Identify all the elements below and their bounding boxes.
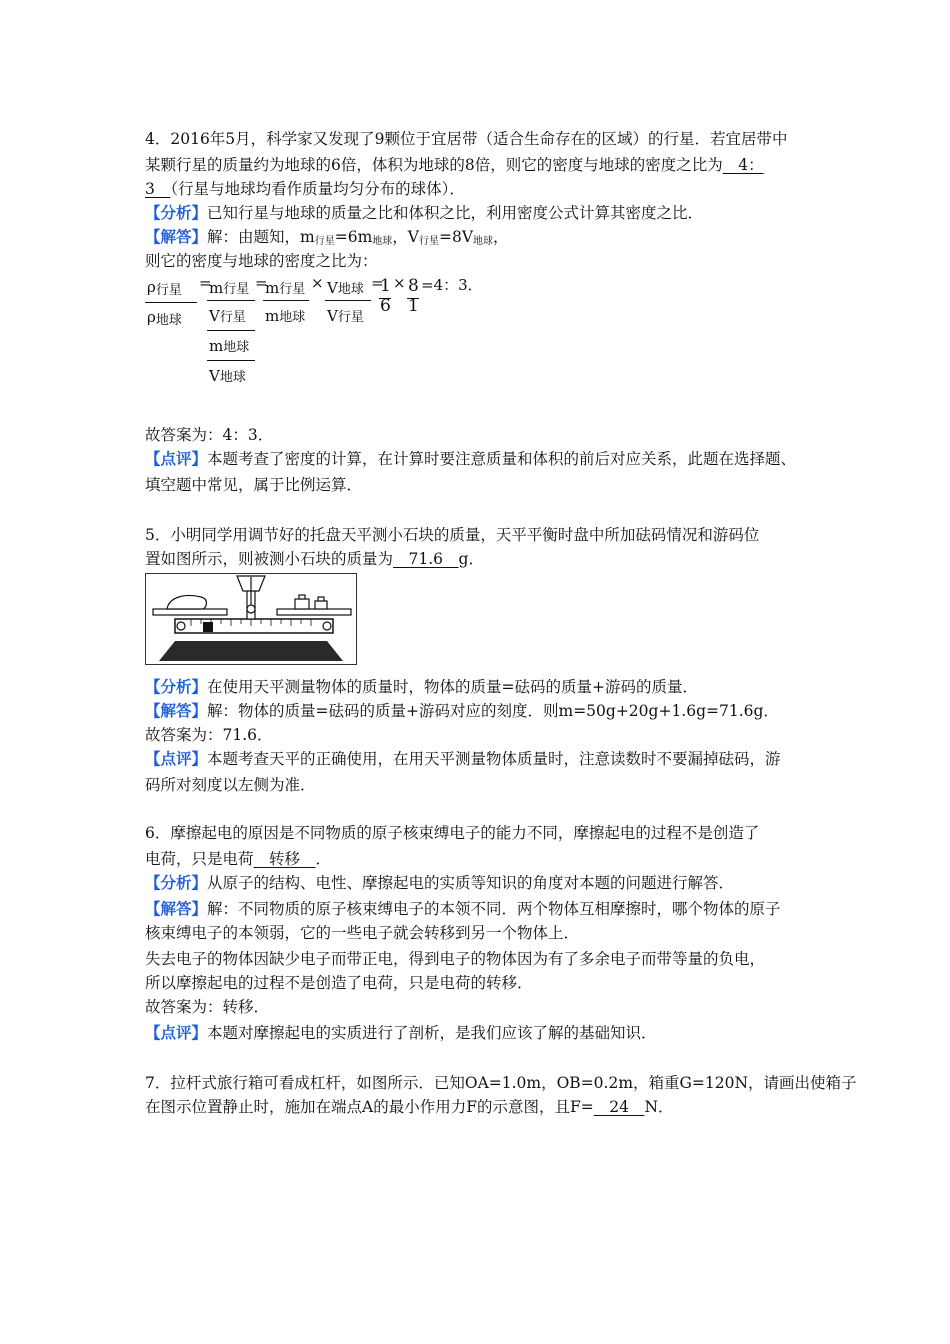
q5-comment-2: 码所对刻度以左侧为准． [145,776,316,794]
q6-solution: 【解答】解：不同物质的原子核束缚电子的本领不同．两个物体互相摩擦时，哪个物体的原子 [145,899,781,918]
analysis-tag: 【分析】 [145,677,208,696]
q4-line-1: 4．2016年5月，科学家又发现了9颗位于宜居带（适合生命存在的区域）的行星．若宜居带中 [145,130,788,148]
q5-comment: 【点评】本题考查天平的正确使用，在用天平测量物体质量时，注意读数时不要漏掉砝码，游 [145,749,781,768]
analysis-tag: 【分析】 [145,203,208,222]
q5-answer: 故答案为：71.6． [145,726,273,744]
q4-line-3: 3 （行星与地球均看作质量均匀分布的球体）． [145,180,465,198]
balance-figure [145,573,357,665]
q7-answer-blank: 24 [593,1098,645,1116]
q6-answer-blank: 转移 [253,850,316,868]
q4-line-2: 某颗行星的质量约为地球的6倍，体积为地球的8倍，则它的密度与地球的密度之比为 4： [145,156,764,174]
q6-comment: 【点评】本题对摩擦起电的实质进行了剖析，是我们应该了解的基础知识． [145,1023,657,1042]
solution-tag: 【解答】 [145,899,208,918]
q5-line-2: 置如图所示，则被测小石块的质量为 71.6 g． [145,550,484,568]
solution-tag: 【解答】 [145,701,208,720]
q6-solution-4: 所以摩擦起电的过程不是创造了电荷，只是电荷的转移． [145,974,533,992]
q6-line-1: 6．摩擦起电的原因是不同物质的原子核束缚电子的能力不同，摩擦起电的过程不是创造了 [145,824,760,842]
comment-tag: 【点评】 [145,1023,208,1042]
q6-answer: 故答案为：转移． [145,998,270,1016]
q4-comment-2: 填空题中常见，属于比例运算． [145,476,363,494]
q4-ratio-intro: 则它的密度与地球的密度之比为： [145,252,378,270]
density-ratio-formula: $\rho_{行星}$ $\rho_{地球}$ = m行星 V行星 m地球 V地球 = m行星 m地球 × V地球 V行星 = 1 6 × 8 1 =4：3． [147,274,483,385]
analysis-tag: 【分析】 [145,873,208,892]
q6-solution-2: 核束缚电子的本领弱，它的一些电子就会转移到另一个物体上． [145,924,580,942]
comment-tag: 【点评】 [145,449,208,468]
q6-solution-3: 失去电子的物体因缺少电子而带正电，得到电子的物体因为有了多余电子而带等量的负电， [145,950,766,968]
q7-line-2: 在图示位置静止时，施加在端点A的最小作用力F的示意图，且F= 24 N． [145,1098,674,1116]
q4-comment: 【点评】本题考查了密度的计算，在计算时要注意质量和体积的前后对应关系，此题在选择题、 [145,449,797,468]
q4-analysis: 【分析】已知行星与地球的质量之比和体积之比，利用密度公式计算其密度之比． [145,203,704,222]
q5-analysis: 【分析】在使用天平测量物体的质量时，物体的质量=砝码的质量+游码的质量． [145,677,698,696]
q6-line-2: 电荷，只是电荷 转移 ． [145,850,332,868]
q7-line-1: 7．拉杆式旅行箱可看成杠杆，如图所示．已知OA=1.0m，OB=0.2m，箱重G=120N，请画出使箱子 [145,1074,857,1092]
q5-answer-blank: 71.6 [393,550,459,568]
q5-line-1: 5．小明同学用调节好的托盘天平测小石块的质量，天平平衡时盘中所加砝码情况和游码位 [145,526,760,544]
balance-scale-illustration [145,573,357,665]
comment-tag: 【点评】 [145,749,208,768]
q5-solution: 【解答】解：物体的质量=砝码的质量+游码对应的刻度．则m=50g+20g+1.6g=71.6g． [145,701,779,720]
q4-answer-blank: 4： [722,156,764,174]
solution-tag: 【解答】 [145,227,208,246]
q4-answer: 故答案为：4：3． [145,426,274,444]
q6-analysis: 【分析】从原子的结构、电性、摩擦起电的实质等知识的角度对本题的问题进行解答． [145,873,735,892]
q4-solution: 【解答】解：由题知，$m_{行星}=6m_{地球}$，$V_{行星}=8V_{地球}$， [145,227,509,247]
q4-answer-blank-cont: 3 [145,180,171,198]
